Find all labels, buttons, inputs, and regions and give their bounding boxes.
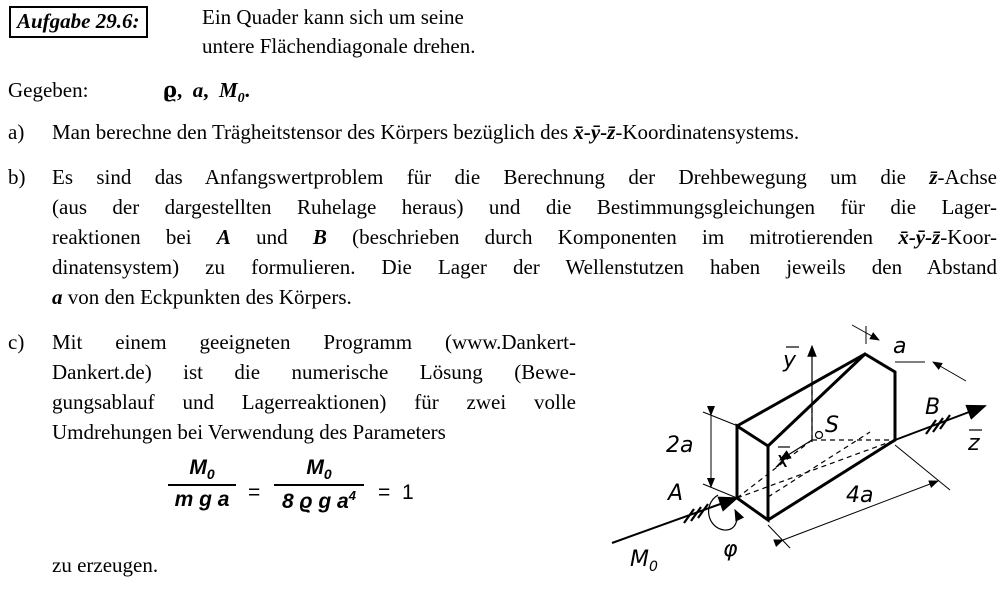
label-A: A bbox=[668, 481, 684, 506]
part-c-line-4: Umdrehungen bei Verwendung des Parameters bbox=[52, 420, 446, 444]
label-z: z bbox=[968, 431, 980, 456]
label-S: S bbox=[825, 413, 839, 438]
label-phi: φ bbox=[723, 537, 738, 562]
fraction-1 bbox=[168, 456, 236, 512]
formula-rhs: 1 bbox=[402, 481, 414, 504]
center-of-mass-marker bbox=[816, 432, 823, 439]
cuboid-figure bbox=[600, 315, 1000, 580]
given-values: ϱ, a, $M_0$. bbox=[163, 77, 250, 107]
task-title: Aufgabe 29.6: bbox=[9, 6, 148, 38]
intro-line-1: Ein Quader kann sich um seine bbox=[202, 5, 464, 29]
given-M0: $M_0$ bbox=[218, 78, 245, 107]
fraction-2 bbox=[274, 456, 364, 514]
bearing-A bbox=[684, 504, 708, 523]
label-4a: 4a bbox=[846, 483, 874, 508]
part-c-line-3: gungsablauf und Lagerreaktionen) für zwei volle bbox=[52, 390, 576, 414]
given-rho: ϱ bbox=[163, 77, 177, 102]
label-y: y bbox=[783, 348, 797, 373]
label-x: x bbox=[776, 448, 790, 473]
part-b-line-1: Es sind das Anfangswertproblem für die Berechnung der Drehbewegung um die z̄-Achse bbox=[52, 165, 997, 189]
intro-line-2: untere Flächendiagonale drehen. bbox=[202, 34, 476, 58]
given-a: a bbox=[192, 78, 204, 102]
part-c-end: zu erzeugen. bbox=[52, 553, 159, 577]
label-2a: 2a bbox=[666, 433, 694, 458]
label-a: a bbox=[893, 334, 907, 359]
fraction-2-denominator: 8 ϱ g $a^4$ bbox=[282, 488, 356, 514]
label-B: B bbox=[925, 395, 941, 420]
equals-2: = bbox=[378, 481, 391, 504]
part-b-line-4: dinatensystem) zu formulieren. Die Lager der Wellenstutzen haben jeweils den Abstand bbox=[52, 255, 997, 279]
fraction-1-denominator: m g a bbox=[174, 488, 230, 512]
part-c-text bbox=[52, 327, 576, 447]
equals-1: = bbox=[248, 481, 261, 504]
part-b-text bbox=[52, 162, 997, 312]
fraction-1-numerator: $M_0$ bbox=[189, 456, 215, 483]
part-a-text: Man berechne den Trägheitstensor des Körpers bezüglich des x̄-ȳ-z̄-Koordinatensystems. bbox=[52, 120, 800, 144]
part-b-label: b) bbox=[8, 165, 26, 189]
fraction-2-numerator: $M_0$ bbox=[306, 456, 332, 483]
part-b-line-3: reaktionen bei A und B (beschrieben durch Komponenten im mitrotierenden x̄-ȳ-z̄-Koor- bbox=[52, 225, 998, 249]
part-b-line-2: (aus der dargestellten Ruhelage heraus) und die Bestimmungsgleichungen für die Lager- bbox=[52, 195, 997, 219]
part-c-line-1: Mit einem geeigneten Programm (www.Dankert- bbox=[52, 330, 576, 354]
label-M0: $M_0$ bbox=[630, 547, 658, 575]
part-c-line-2: Dankert.de) ist die numerische Lösung (Bewe- bbox=[52, 360, 576, 384]
part-a-label: a) bbox=[8, 120, 25, 144]
part-b-line-5: a von den Eckpunkten des Körpers. bbox=[52, 285, 352, 309]
part-c-label: c) bbox=[8, 330, 25, 354]
given-label: Gegeben: bbox=[8, 78, 89, 102]
part-a-coords: x̄-ȳ-z̄ bbox=[573, 120, 616, 144]
